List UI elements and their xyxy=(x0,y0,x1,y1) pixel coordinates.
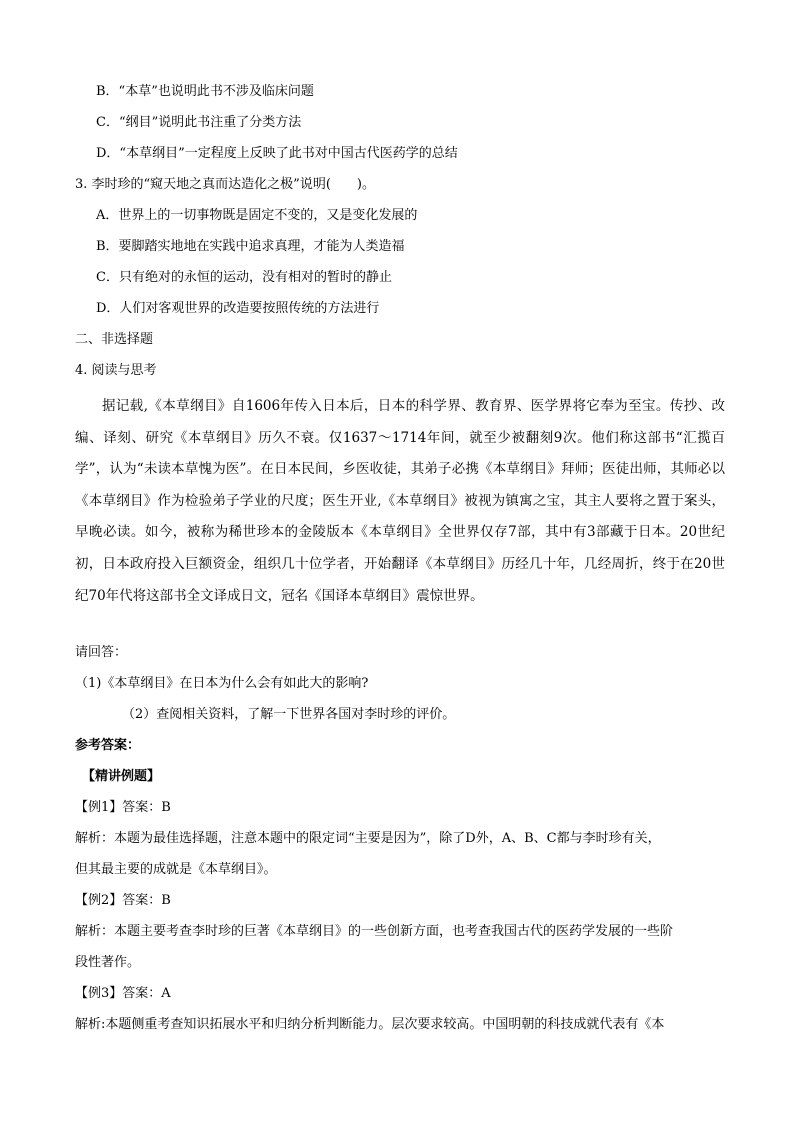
q3-option-b: B．要脚踏实地地在实践中追求真理，才能为人类造福 xyxy=(96,239,405,254)
example-1-analysis: 解析：本题为最佳选择题，注意本题中的限定词“主要是因为”，除了D外，A、B、C都与李时珍有关， xyxy=(75,831,661,846)
example-2-analysis: 解析：本题主要考查李时珍的巨著《本草纲目》的一些创新方面，也考查我国古代的医药学发展的一些阶 xyxy=(75,924,674,939)
q2-option-b: B．“本草”也说明此书不涉及临床问题 xyxy=(96,84,314,99)
example-2-analysis-cont: 段性著作。 xyxy=(75,955,141,970)
q3-option-d: D．人们对客观世界的改造要按照传统的方法进行 xyxy=(96,301,380,316)
answers-heading: 参考答案： xyxy=(75,738,141,753)
example-3-analysis: 解析:本题侧重考查知识拓展水平和归纳分析判断能力。层次要求较高。中国明朝的科技成就代表有《本 xyxy=(75,1017,665,1032)
q4-subquestion-1: （1)《本草纲目》在日本为什么会有如此大的影响? xyxy=(75,676,369,691)
q2-option-d: D．“本草纲目”一定程度上反映了此书对中国古代医药学的总结 xyxy=(96,146,458,161)
q4-prompt: 请回答： xyxy=(75,645,128,660)
q3-option-a: A．世界上的一切事物既是固定不变的，又是变化发展的 xyxy=(96,208,418,223)
example-1-analysis-cont: 但其最主要的成就是《本草纲目》。 xyxy=(75,862,277,877)
q3-stem: 3. 李时珍的“窥天地之真而达造化之极”说明( )。 xyxy=(75,177,375,192)
example-1-answer: 【例1】答案：B xyxy=(75,800,171,815)
answers-section-title: 【精讲例题】 xyxy=(82,769,161,784)
q4-subquestion-2: （2）查阅相关资料，了解一下世界各国对李时珍的评价。 xyxy=(122,707,456,722)
section-title-non-choice: 二、非选择题 xyxy=(75,332,154,347)
q2-option-c: C．“纲目”说明此书注重了分类方法 xyxy=(96,115,302,130)
example-2-answer: 【例2】答案：B xyxy=(75,893,171,908)
q4-title: 4. 阅读与思考 xyxy=(75,363,157,378)
q4-passage: 据记载,《本草纲目》自1606年传入日本后，日本的科学界、教育界、医学界将它奉为至宝。传抄、改编、译刻、研究《本草纲目》历久不衰。仅1637～1714年间，就至少被翻刻9次。他们称这部书“汇揽百学”，认为“未读本草愧为医”。在日本民间，乡医收徒，其弟子必携《本草纲目》拜师；医徒出师，其师必以《本草纲目》作为检验弟子学业的尺度；医生开业,《本草纲目》被视为镇寓之宝，其主人要将之置于案头，早晚必读。如今，被称为稀世珍本的金陵版本《本草纲目》全世界仅存7部，其中有3部藏于日本。20世纪初，日本政府投入巨额资金，组织几十位学者，开始翻译《本草纲目》历经几十年，几经周折，终于在20世纪70年代将这部书全文译成日文，冠名《国译本草纲目》震惊世界。 xyxy=(75,398,725,604)
q3-option-c: C．只有绝对的永恒的运动，没有相对的暂时的静止 xyxy=(96,270,392,285)
example-3-answer: 【例3】答案：A xyxy=(75,986,171,1001)
